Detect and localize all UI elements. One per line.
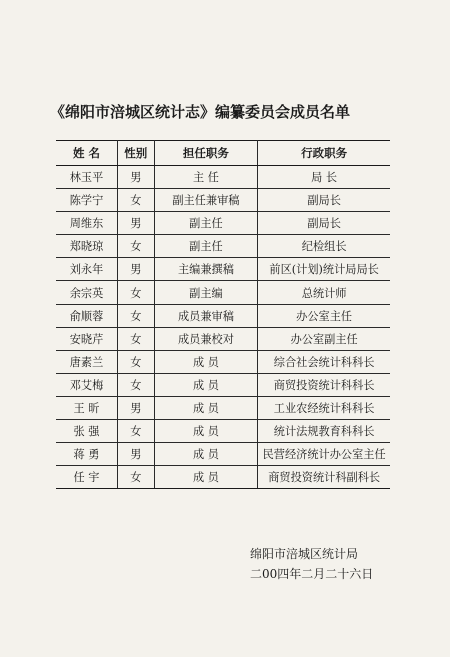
table-row [56, 327, 390, 350]
cell-name: 刘永年 [56, 258, 118, 281]
table-row [56, 466, 390, 489]
cell-role: 成 员 [154, 350, 258, 373]
table-row [56, 396, 390, 419]
signature-date: 二00四年二月二十六日 [250, 567, 374, 581]
cell-name: 俞顺蓉 [56, 304, 118, 327]
cell-admin-post: 工业农经统计科科长 [258, 396, 390, 419]
cell-role: 成 员 [154, 420, 258, 443]
cell-admin-post: 前区(计划)统计局局长 [258, 258, 390, 281]
cell-role: 成员兼审稿 [154, 304, 258, 327]
cell-admin-post: 副局长 [258, 212, 390, 235]
cell-role: 副主任 [154, 235, 258, 258]
cell-name: 王 昕 [56, 396, 118, 419]
cell-name: 唐素兰 [56, 350, 118, 373]
cell-gender: 女 [118, 420, 155, 443]
cell-gender: 女 [118, 235, 155, 258]
column-header-gender: 性别 [118, 141, 155, 166]
cell-gender: 男 [118, 166, 155, 189]
table-row [56, 281, 390, 304]
cell-gender: 女 [118, 281, 155, 304]
cell-name: 任 宇 [56, 466, 118, 489]
table-row [56, 304, 390, 327]
cell-role: 副主任兼审稿 [154, 189, 258, 212]
cell-admin-post: 局 长 [258, 166, 390, 189]
cell-gender: 女 [118, 327, 155, 350]
column-header-admin-post: 行政职务 [258, 141, 390, 166]
cell-name: 周维东 [56, 212, 118, 235]
cell-role: 成 员 [154, 373, 258, 396]
table-body [56, 166, 390, 489]
table-row [56, 258, 390, 281]
table-row [56, 443, 390, 466]
signature-block [250, 544, 373, 584]
cell-role: 成 员 [154, 396, 258, 419]
table-header-row [56, 141, 390, 166]
cell-name: 林玉平 [56, 166, 118, 189]
cell-admin-post: 综合社会统计科科长 [258, 350, 390, 373]
cell-admin-post: 总统计师 [258, 281, 390, 304]
cell-role: 副主编 [154, 281, 258, 304]
cell-role: 主 任 [154, 166, 258, 189]
cell-gender: 女 [118, 189, 155, 212]
cell-gender: 女 [118, 304, 155, 327]
table-row [56, 235, 390, 258]
cell-role: 成 员 [154, 466, 258, 489]
cell-admin-post: 办公室主任 [258, 304, 390, 327]
cell-gender: 女 [118, 350, 155, 373]
cell-admin-post: 民营经济统计办公室主任 [258, 443, 390, 466]
table-row [56, 189, 390, 212]
cell-role: 副主任 [154, 212, 258, 235]
signature-org: 绵阳市涪城区统计局 [250, 547, 359, 561]
cell-gender: 女 [118, 466, 155, 489]
table-row [56, 350, 390, 373]
table-row [56, 166, 390, 189]
cell-admin-post: 办公室副主任 [258, 327, 390, 350]
cell-gender: 男 [118, 443, 155, 466]
cell-gender: 男 [118, 258, 155, 281]
cell-name: 郑晓琼 [56, 235, 118, 258]
cell-admin-post: 商贸投资统计科副科长 [258, 466, 390, 489]
member-table [56, 140, 390, 489]
cell-admin-post: 副局长 [258, 189, 390, 212]
cell-role: 主编兼撰稿 [154, 258, 258, 281]
table-row [56, 212, 390, 235]
table-row [56, 373, 390, 396]
column-header-name: 姓 名 [56, 141, 118, 166]
table-row [56, 420, 390, 443]
cell-name: 邓艾梅 [56, 373, 118, 396]
cell-admin-post: 纪检组长 [258, 235, 390, 258]
cell-name: 安晓芹 [56, 327, 118, 350]
column-header-role: 担任职务 [154, 141, 258, 166]
cell-role: 成员兼校对 [154, 327, 258, 350]
document-title: 《绵阳市涪城区统计志》编纂委员会成员名单 [50, 103, 351, 121]
cell-name: 蒋 勇 [56, 443, 118, 466]
cell-gender: 男 [118, 212, 155, 235]
cell-gender: 女 [118, 373, 155, 396]
cell-role: 成 员 [154, 443, 258, 466]
cell-admin-post: 商贸投资统计科科长 [258, 373, 390, 396]
cell-name: 陈学宁 [56, 189, 118, 212]
cell-name: 张 强 [56, 420, 118, 443]
cell-name: 余宗英 [56, 281, 118, 304]
cell-admin-post: 统计法规教育科科长 [258, 420, 390, 443]
cell-gender: 男 [118, 396, 155, 419]
